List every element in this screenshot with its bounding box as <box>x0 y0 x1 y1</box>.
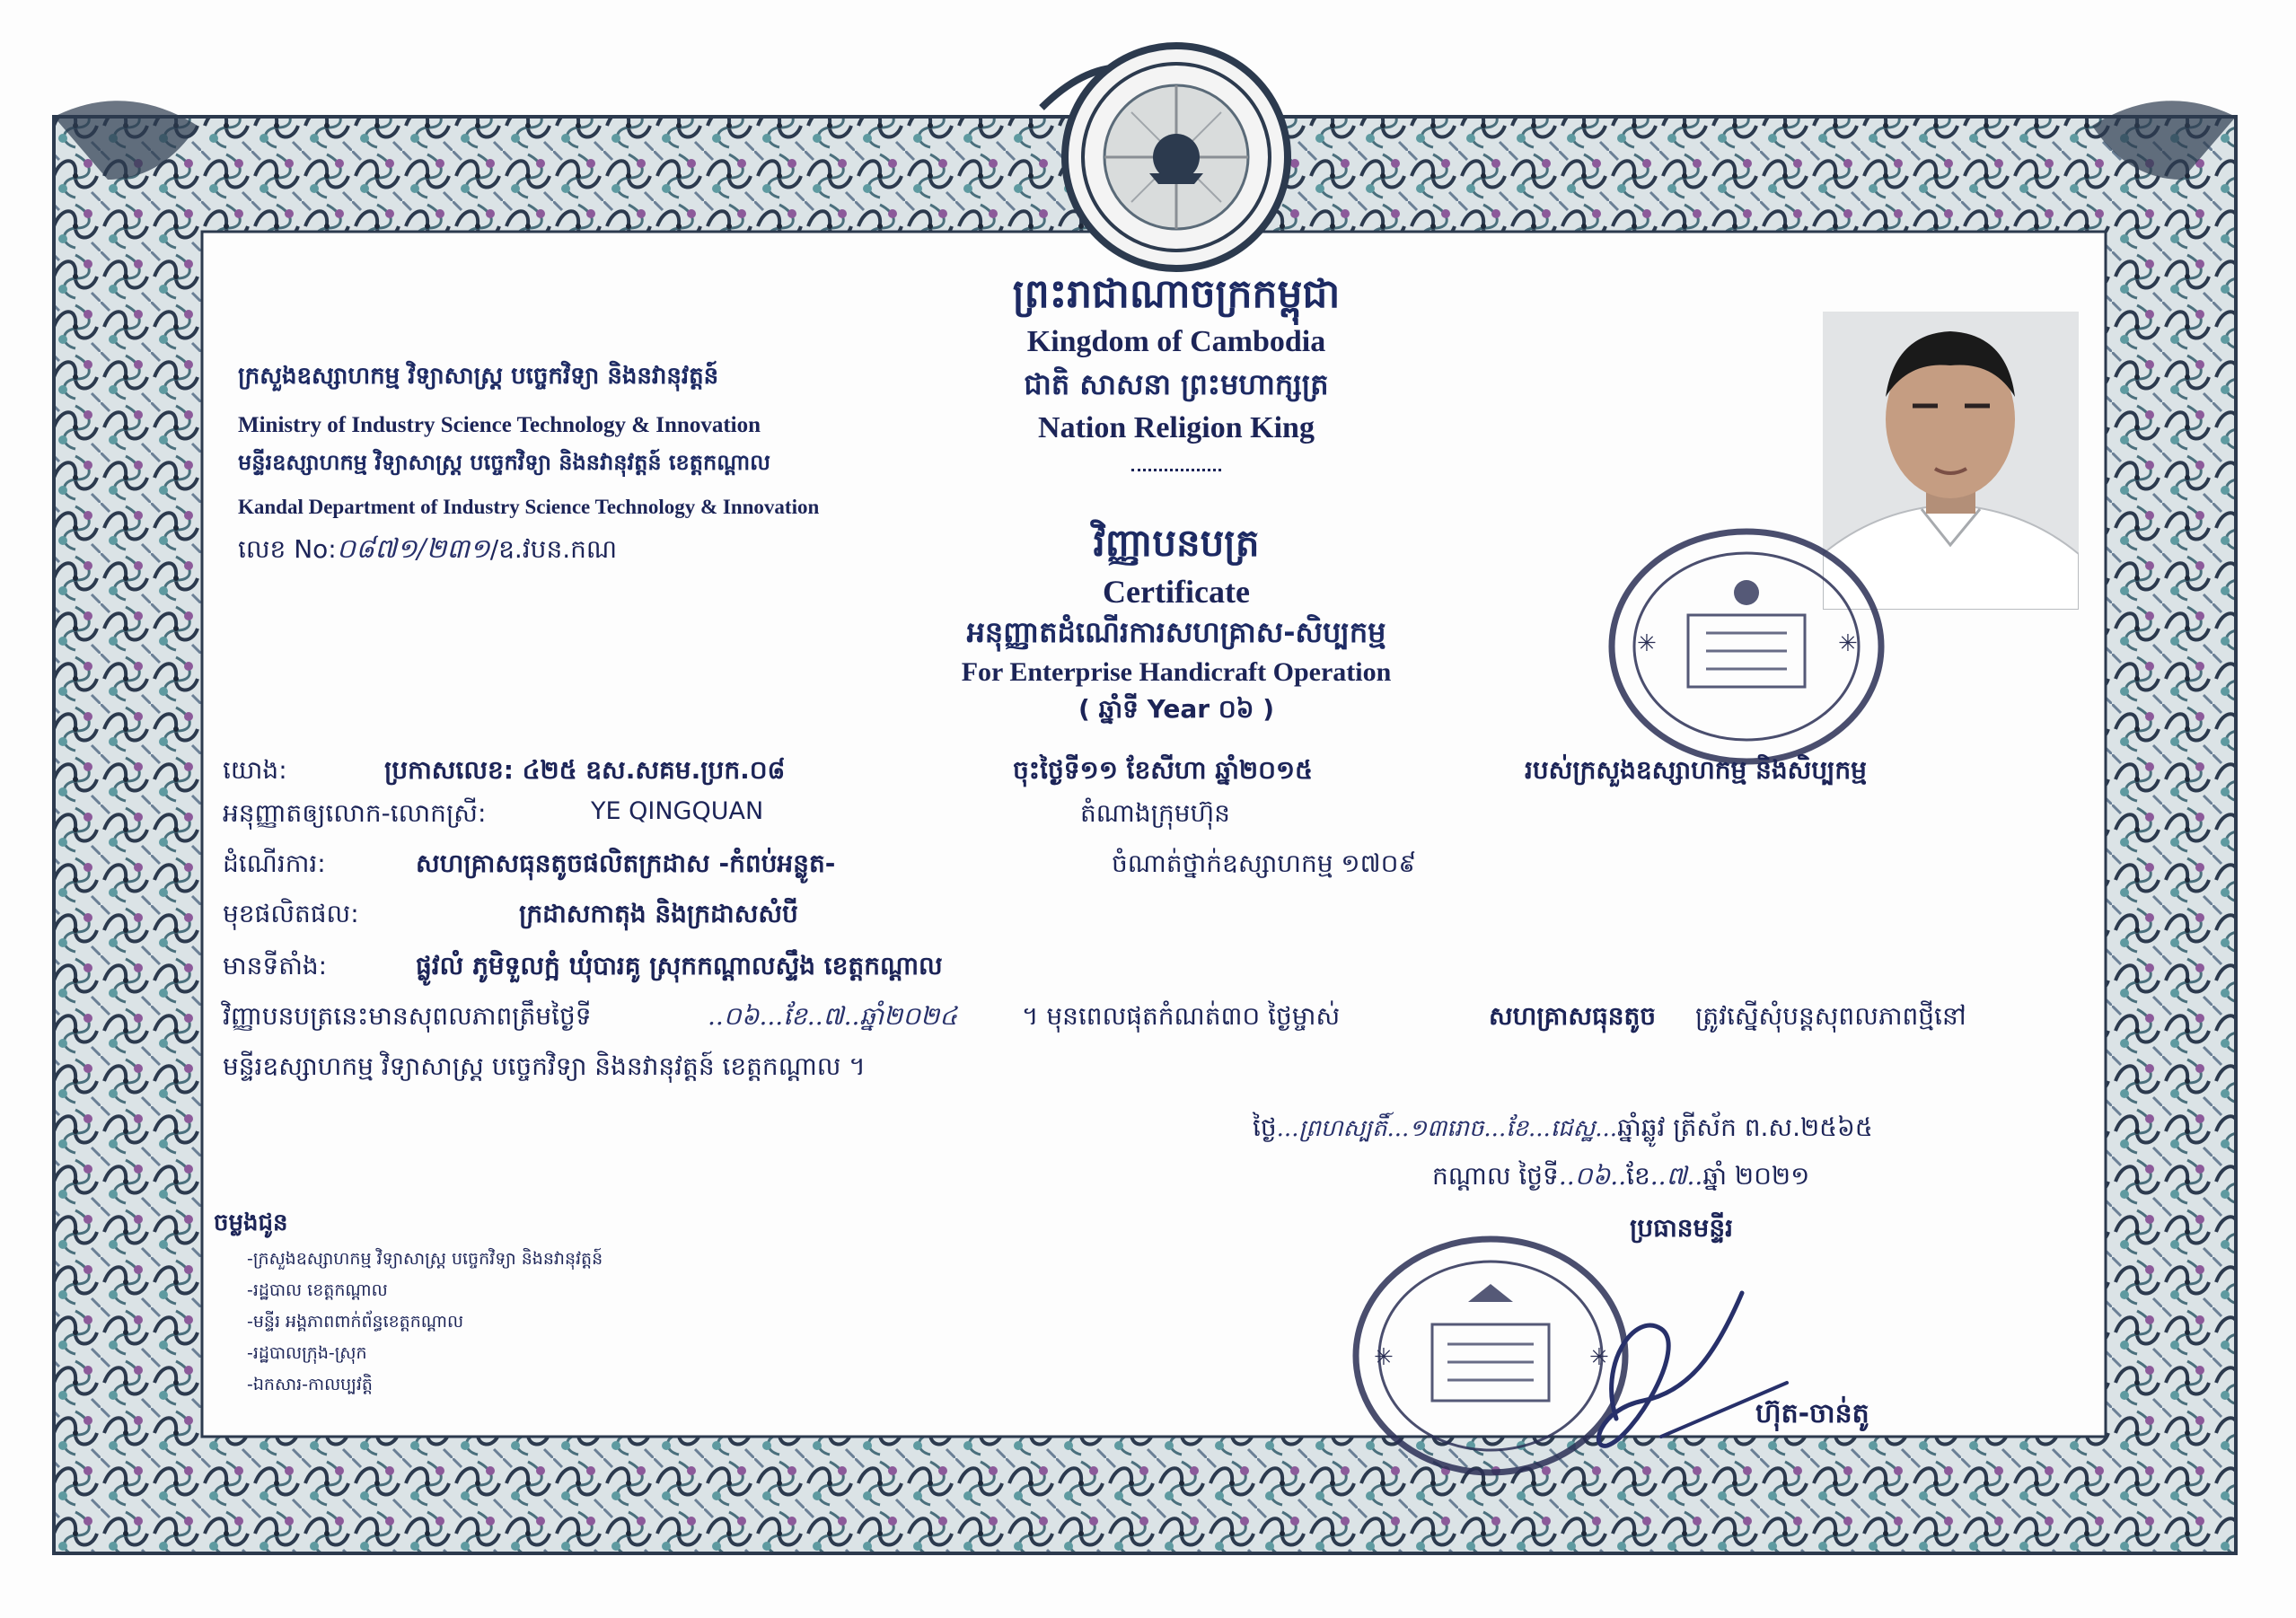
cc-item: -ក្រសួងឧស្សាហកម្ម វិទ្យាសាស្ត្រ បច្ចេកវិទ្យា និងនវានុវត្តន៍ <box>247 1249 603 1269</box>
director-signature <box>1580 1257 1814 1473</box>
permit-holder-role: តំណាងក្រុមហ៊ុន <box>1080 798 1230 828</box>
reference-number <box>238 532 617 571</box>
signer-name: ហ៊ុត-ចាន់តូ <box>1755 1398 1869 1429</box>
certificate-year: ( ឆ្នាំទី Year ០៦ ) <box>1078 694 1275 724</box>
validity-text-middle: ។ មុនពេលផុតកំណត់៣០ ថ្ងៃម្ចាស់ <box>1022 1001 1341 1031</box>
reference-label: យោង: <box>223 755 287 785</box>
svg-text:✳: ✳ <box>1838 630 1858 657</box>
solar-month-handwritten: ..៧.. <box>1649 1161 1703 1191</box>
validity-text-start: វិញ្ញាបនបត្រនេះមានសុពលភាពត្រឹមថ្ងៃទី <box>223 1001 592 1031</box>
svg-text:✳: ✳ <box>1589 1344 1609 1371</box>
department-name-english: Kandal Department of Industry Science Technology & Innovation <box>238 496 820 518</box>
svg-text:✳: ✳ <box>1637 630 1657 657</box>
reference-number-handwritten: ០៨៧១/២៣១ <box>336 533 490 565</box>
official-seal-upper <box>1603 521 1895 772</box>
lunar-date-handwritten: ...ព្រហស្បតិ៍...១៣រោច...ខែ...ជេស្ឋ... <box>1276 1115 1618 1142</box>
director-title: ប្រធានមន្ទីរ <box>1630 1213 1733 1243</box>
kingdom-title-khmer: ព្រះរាជាណាចក្រកម្ពុជា <box>1012 271 1341 317</box>
reference-date: ចុះថ្ងៃទី១១ ខែសីហា ឆ្នាំ២០១៥ <box>1013 755 1313 785</box>
validity-text-end: ត្រូវស្នើសុំបន្តសុពលភាពថ្មីនៅ <box>1695 1001 1966 1031</box>
cc-item: -រដ្ឋបាលក្រុង-ស្រុក <box>247 1343 367 1363</box>
validity-date-handwritten: ..០៦...ខែ..៧..ឆ្នាំ២០២៤ <box>708 1001 958 1031</box>
certificate-subtitle-khmer: អនុញ្ញាតដំណើរការសហគ្រាស-សិប្បកម្ម <box>966 615 1386 649</box>
ministry-emblem <box>1060 40 1293 274</box>
lunar-date-suffix: ឆ្នាំឆ្លូវ ត្រីស័ក ព.ស.២៥៦៥ <box>1617 1112 1873 1142</box>
validity-enterprise-type: សហគ្រាសធុនតូច <box>1489 1001 1657 1031</box>
solar-day-handwritten: ..០៦.. <box>1558 1161 1627 1191</box>
permit-holder-name: YE QINGQUAN <box>591 797 764 825</box>
reference-number-suffix: /ឧ.វបន.កណ <box>489 534 618 564</box>
reference-ministry: របស់ក្រសួងឧស្សាហកម្ម និងសិប្បកម្ម <box>1525 755 1867 785</box>
operation-value: សហគ្រាសធុនតូចផលិតក្រដាស -កំពប់អន្លូត- <box>416 849 836 878</box>
validity-authority: មន្ទីរឧស្សាហកម្ម វិទ្យាសាស្ត្រ បច្ចេកវិទ្យា និងនវានុវត្តន៍ ខេត្តកណ្ដាល ។ <box>223 1051 866 1081</box>
cc-item: -រដ្ឋបាល ខេត្តកណ្ដាល <box>247 1280 388 1300</box>
product-value: ក្រដាសកាតុង និងក្រដាសសំបី <box>519 899 798 928</box>
cc-item: -ឯកសារ-កាលប្បវត្តិ <box>247 1375 373 1394</box>
cc-title: ចម្លងជូន <box>214 1209 288 1236</box>
solar-date-suffix: ឆ្នាំ ២០២១ <box>1702 1161 1810 1191</box>
motto-khmer: ជាតិ សាសនា ព្រះមហាក្សត្រ <box>1024 367 1329 401</box>
cc-item: -មន្ទីរ អង្គភាពពាក់ព័ន្ធខេត្តកណ្ដាល <box>247 1312 464 1332</box>
solar-month-label: ខែ <box>1626 1161 1650 1191</box>
reference-text: ប្រកាសលេខ: ៤២៥ ឧស.សគម.ប្រក.០៨ <box>384 755 786 785</box>
department-name-khmer: មន្ទីរឧស្សាហកម្ម វិទ្យាសាស្ត្រ បច្ចេកវិទ្យា និងនវានុវត្តន៍ ខេត្តកណ្ដាល <box>238 450 770 475</box>
operation-label: ដំណើរការ: <box>223 849 326 878</box>
solar-date <box>1432 1160 1809 1197</box>
header-divider <box>1131 469 1221 471</box>
certificate-title-khmer: វិញ្ញាបនបត្រ <box>1093 521 1260 565</box>
certificate-title-english: Certificate <box>1103 574 1250 610</box>
product-label: មុខផលិតផល: <box>223 899 359 928</box>
reference-number-label: លេខ No: <box>238 534 337 564</box>
permit-label: អនុញ្ញាតឲ្យលោក-លោកស្រី: <box>223 798 487 828</box>
location-value: ផ្លូវលំ ភូមិទួលក្អំ ឃុំបារគូ ស្រុកកណ្ដាលស្ទឹង ខេត្តកណ្ដាល <box>416 951 943 980</box>
industry-classification: ចំណាត់ថ្នាក់ឧស្សាហកម្ម ១៧០៩ <box>1112 849 1417 878</box>
lunar-date-prefix: ថ្ងៃ <box>1253 1112 1277 1142</box>
location-label: មានទីតាំង: <box>223 951 328 980</box>
solar-date-prefix: កណ្ដាល ថ្ងៃទី <box>1432 1161 1559 1191</box>
svg-text:✳: ✳ <box>1374 1344 1394 1371</box>
ministry-name-english: Ministry of Industry Science Technology & Innovation <box>238 413 761 437</box>
kingdom-title-english: Kingdom of Cambodia <box>1026 325 1326 358</box>
motto-english: Nation Religion King <box>1038 411 1315 444</box>
lunar-date <box>1253 1112 1873 1148</box>
certificate-subtitle-english: For Enterprise Handicraft Operation <box>961 657 1392 687</box>
ministry-name-khmer: ក្រសួងឧស្សាហកម្ម វិទ្យាសាស្ត្រ បច្ចេកវិទ្យា និងនវានុវត្តន៍ <box>238 363 719 390</box>
